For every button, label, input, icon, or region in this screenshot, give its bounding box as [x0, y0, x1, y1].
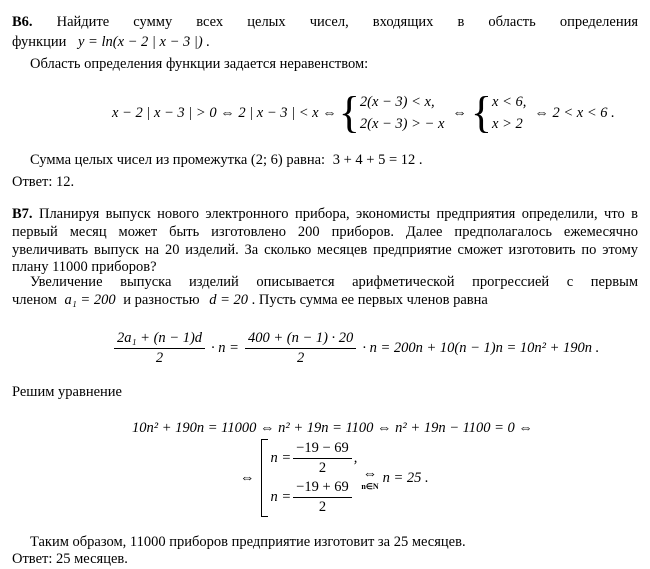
b7-task-line2: первый месяц может быть изготовлено 200 приборов. Далее предполагалось ежемесячно — [12, 224, 638, 240]
b7-sum-fraction2 — [245, 330, 356, 367]
b7-root2-den: 2 — [318, 499, 327, 515]
b6-system1-brace: { — [338, 88, 360, 137]
b7-task-text1: Планируя выпуск нового электронного прибора, экономисты предприятия определили, что в — [38, 206, 638, 222]
b7-roots-bracket — [261, 439, 268, 517]
b7-solution-line1: Увеличение выпуска изделий описывается арифметической прогрессией с первым — [30, 274, 638, 290]
b7-sol-text-c: . Пусть сумма ее первых членов равна — [251, 292, 488, 308]
b7-answer: Ответ: 25 месяцев. — [12, 551, 128, 567]
b7-root2 — [271, 479, 358, 516]
b7-label: В7. — [12, 206, 33, 222]
b7-solution-line2 — [12, 292, 488, 309]
b6-ineq-left: x − 2 | x − 3 | > 0 ⇔ 2 | x − 3 | < x ⇔ — [112, 104, 337, 121]
b6-label: В6. — [12, 14, 33, 30]
b7-root1-comma: , — [353, 450, 358, 466]
b7-cond-sub: n∈N — [361, 481, 379, 491]
b6-domain-intro: Область определения функции задается неравенством: — [30, 56, 369, 72]
b7-sum-fraction1 — [114, 330, 205, 367]
b7-cond-arrow — [361, 466, 378, 491]
b7-task-line3: увеличивать выпуск на 20 изделий. За сколько месяцев предприятие сможет изготовить по этому — [12, 242, 638, 258]
b7-difference: d = 20 — [209, 292, 249, 308]
b7-roots-arrow: ⇔ — [240, 469, 255, 486]
b6-task-line1 — [12, 14, 638, 31]
b7-roots — [271, 440, 358, 516]
b7-sum-frac1-den: 2 — [155, 350, 164, 366]
b7-task-line4: плану 11000 приборов? — [12, 259, 157, 275]
b7-sum-formula — [112, 330, 599, 367]
b7-root2-lhs: n = — [270, 489, 292, 505]
b7-sol-text-b: и разностью — [123, 292, 200, 308]
b7-root1-lhs: n = — [270, 450, 292, 466]
b6-system1 — [360, 91, 445, 135]
b7-sum-frac2-num: 400 + (n − 1) · 20 — [245, 330, 356, 349]
b7-sum-frac1-num: 2a₁ + (n − 1)d — [114, 330, 205, 349]
b6-system1-row1: 2(x − 3) < x, — [359, 94, 435, 110]
b6-function-formula: y = ln(x − 2 | x − 3 |) . — [78, 34, 210, 50]
b6-sum-line — [30, 152, 423, 169]
b7-sum-tail: · n = 200n + 10(n − 1)n = 10n² + 190n . — [362, 340, 600, 356]
b6-sum-formula: 3 + 4 + 5 = 12 . — [332, 152, 423, 168]
b7-conclusion: Таким образом, 11000 приборов предприятие изготовит за 25 месяцев. — [30, 534, 466, 550]
b7-cond-arrow-symbol: ⇔ — [362, 465, 378, 482]
b7-sum-frac2-den: 2 — [297, 350, 305, 366]
b7-first-term: a₁ = 200 — [64, 292, 116, 308]
b7-root1 — [271, 440, 358, 477]
b7-solve-label: Решим уравнение — [12, 384, 122, 400]
b7-root2-num: −19 + 69 — [293, 479, 352, 498]
b7-equation-line: 10n² + 190n = 11000 ⇔ n² + 19n = 1100 ⇔ n² + 19n − 1100 = 0 ⇔ — [132, 420, 533, 436]
b7-dot-n1: · n = — [211, 340, 239, 356]
b7-root2-fraction — [293, 479, 352, 516]
b6-ineq-right: ⇔ 2 < x < 6 . — [534, 104, 615, 121]
b7-sol-text-a: членом — [12, 292, 57, 308]
b6-system2-brace: { — [470, 88, 493, 137]
b6-system1-row2: 2(x − 3) > − x — [359, 116, 445, 132]
b7-root1-den: 2 — [318, 460, 327, 476]
b6-inequality-chain — [112, 90, 615, 136]
b6-system2 — [492, 91, 526, 135]
b7-task-line1 — [12, 206, 638, 223]
b7-roots-block — [240, 438, 429, 518]
b6-sum-text: Сумма целых чисел из промежутка (2; 6) равна: — [30, 152, 326, 168]
b6-system2-row2: x > 2 — [492, 116, 523, 132]
b7-root1-fraction — [293, 440, 352, 477]
b6-task-prefix: функции — [12, 34, 67, 50]
b6-task-text: Найдите сумму всех целых чисел, входящих в область определения — [56, 14, 639, 30]
b6-system2-row1: x < 6, — [492, 94, 527, 110]
b7-result: n = 25 . — [382, 469, 429, 486]
b6-task-line2 — [12, 34, 210, 51]
b6-answer: Ответ: 12. — [12, 174, 75, 190]
b6-equiv-arrow: ⇔ — [452, 104, 467, 121]
b7-root1-num: −19 − 69 — [293, 440, 352, 459]
